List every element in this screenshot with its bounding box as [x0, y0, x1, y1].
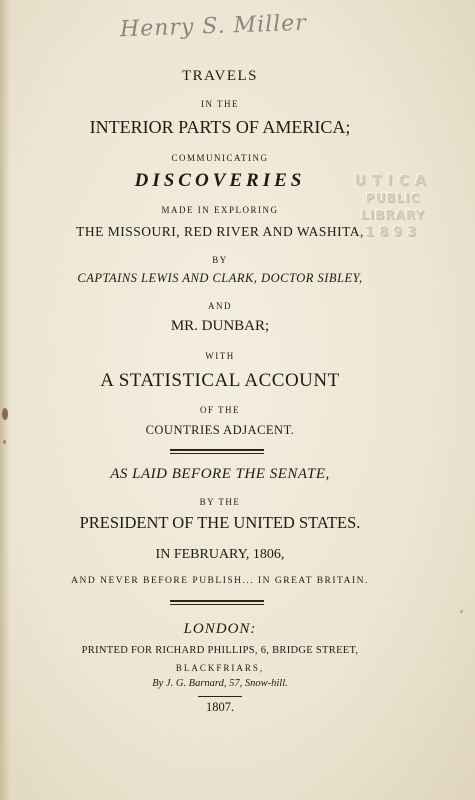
- short-rule: [198, 696, 242, 697]
- title-communicating: COMMUNICATING: [171, 153, 269, 163]
- title-captains: CAPTAINS LEWIS AND CLARK, DOCTOR SIBLEY,: [77, 271, 363, 285]
- senate-february: IN FEBRUARY, 1806,: [155, 547, 285, 562]
- stamp-line-1: UTICA: [354, 173, 432, 189]
- title-rivers: THE MISSOURI, RED RIVER AND WASHITA,: [76, 224, 364, 239]
- title-statistical: A STATISTICAL ACCOUNT: [100, 370, 340, 391]
- title-travels: TRAVELS: [181, 68, 259, 84]
- foxing-stain: [460, 610, 463, 613]
- title-with: WITH: [205, 351, 235, 361]
- title-dunbar: MR. DUNBAR;: [170, 318, 270, 334]
- title-by: BY: [212, 255, 228, 265]
- title-discoveries: DISCOVERIES: [134, 170, 306, 191]
- divider-rule: [170, 600, 264, 605]
- divider-rule: [170, 449, 264, 454]
- senate-by-the: BY THE: [199, 497, 241, 507]
- foxing-stain: [3, 440, 6, 444]
- imprint-year: 1807.: [205, 700, 235, 714]
- title-made-in: MADE IN EXPLORING: [161, 205, 279, 215]
- imprint-barnard: By J. G. Barnard, 57, Snow-hill.: [152, 678, 288, 689]
- imprint-london: LONDON:: [183, 621, 257, 637]
- stamp-line-3: 1893: [364, 225, 422, 240]
- title-interior: INTERIOR PARTS OF AMERICA;: [89, 117, 351, 137]
- handwritten-signature: Henry S. Miller: [119, 10, 308, 43]
- senate-president: PRESIDENT OF THE UNITED STATES.: [79, 513, 361, 532]
- stamp-line-2: PUBLIC LIBRARY: [360, 191, 426, 222]
- imprint-blackfriars: BLACKFRIARS,: [175, 663, 265, 673]
- senate-laid: AS LAID BEFORE THE SENATE,: [110, 466, 330, 482]
- title-in-the: IN THE: [200, 99, 240, 109]
- title-and: AND: [208, 301, 232, 311]
- imprint-printed-for: PRINTED FOR RICHARD PHILLIPS, 6, BRIDGE STREET,: [81, 645, 359, 656]
- senate-never-before: AND NEVER BEFORE PUBLISH... IN GREAT BRITAIN.: [71, 576, 369, 586]
- title-of-the: OF THE: [199, 405, 241, 415]
- title-countries: COUNTRIES ADJACENT.: [145, 423, 295, 437]
